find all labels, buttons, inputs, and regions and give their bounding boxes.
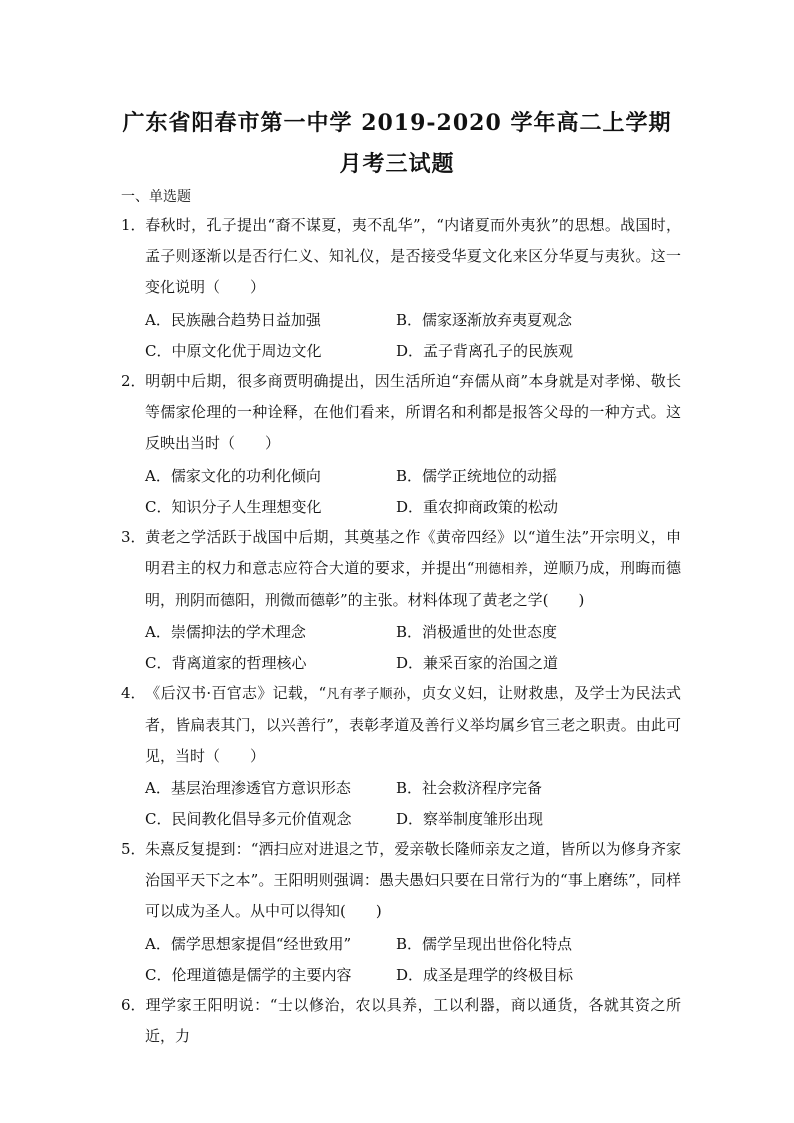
question-text: 春秋时，孔子提出“裔不谋夏，夷不乱华”，“内诸夏而外夷狄”的思想。战国时，孟子则逐渐以是否行仁义、知礼仪，是否接受华夏文化来区分华夏与夷狄。这一变化说明（ ）	[145, 216, 681, 296]
question-5-option-d: D．成圣是理学的终极目标	[396, 966, 574, 984]
question-text: 朱熹反复提到：“洒扫应对进退之节，爱亲敬长隆师亲友之道，皆所以为修身齐家治国平天下之本”。王阳明则强调：愚夫愚妇只要在日常行为的“事上磨练”，同样可以成为圣人。从中可以得知( )	[145, 840, 681, 920]
question-number: 3．	[121, 528, 146, 546]
question-4-option-b: B．社会救济程序完备	[396, 779, 543, 797]
question-2-option-b: B．儒学正统地位的动摇	[396, 467, 558, 485]
question-2-option-d: D．重农抑商政策的松动	[396, 498, 559, 516]
question-2-option-a: A．儒家文化的功利化倾向	[145, 467, 321, 485]
quoted-text: 凡有孝子顺孙	[326, 687, 407, 702]
question-3-option-d: D．兼采百家的治国之道	[396, 654, 559, 672]
question-1-option-d: D．孟子背离孔子的民族观	[396, 342, 574, 360]
question-number: 1．	[121, 216, 146, 234]
exam-title: 广东省阳春市第一中学 2019-2020 学年高二上学期	[122, 110, 672, 136]
question-text: ，贞女义妇，让财救患，及学士为民法式者，皆扁表其门，以兴善行”，表彰孝道及善行义举均属乡官三老之职责。由此可见，当时（ ）	[145, 684, 681, 765]
question-text: 《后汉书·百官志》记载，“	[145, 684, 327, 702]
question-number: 2．	[121, 372, 146, 390]
question-4-stem	[121, 678, 681, 772]
question-5-option-b: B．儒学呈现出世俗化特点	[396, 935, 573, 953]
question-3-stem	[121, 522, 681, 616]
question-number: 6．	[121, 996, 146, 1014]
question-5-option-c: C．伦理道德是儒学的主要内容	[145, 966, 352, 984]
quoted-text: 刑德相养	[474, 562, 529, 577]
question-3-option-c: C．背离道家的哲理核心	[145, 654, 307, 672]
question-2-stem	[121, 366, 681, 459]
question-3-option-b: B．消极遁世的处世态度	[396, 623, 558, 641]
question-2-option-c: C．知识分子人生理想变化	[145, 498, 322, 516]
question-1-option-b: B．儒家逐渐放弃夷夏观念	[396, 311, 573, 329]
question-1-option-a: A．民族融合趋势日益加强	[145, 311, 321, 329]
question-1-option-c: C．中原文化优于周边文化	[145, 342, 322, 360]
question-text: 明朝中后期，很多商贾明确提出，因生活所迫“弃儒从商”本身就是对孝悌、敬长等儒家伦理的一种诠释，在他们看来，所谓名和利都是报答父母的一种方式。这反映出当时（ ）	[145, 372, 681, 452]
question-3-option-a: A．崇儒抑法的学术理念	[145, 623, 306, 641]
question-number: 4．	[121, 684, 146, 702]
question-5-stem	[121, 834, 681, 927]
question-4-option-d: D．察举制度雏形出现	[396, 810, 544, 828]
question-1-stem	[121, 210, 681, 303]
question-4-option-a: A．基层治理渗透官方意识形态	[145, 779, 351, 797]
section-heading: 一、单选题	[121, 189, 191, 205]
question-6-stem	[121, 990, 681, 1052]
question-5-option-a: A．儒学思想家提倡“经世致用”	[145, 935, 352, 953]
exam-subtitle: 月考三试题	[339, 151, 455, 177]
question-text: ，逆顺乃成，刑晦而德明，刑阴而德阳，刑微而德彰”的主张。材料体现了黄老之学( )	[145, 559, 681, 609]
question-text: 理学家王阳明说：“士以修治，农以具养，工以利器，商以通货，各就其资之所近，力	[145, 996, 681, 1045]
question-number: 5．	[121, 840, 146, 858]
question-4-option-c: C．民间教化倡导多元价值观念	[145, 810, 352, 828]
question-text: 黄老之学活跃于战国中后期，其奠基之作《黄帝四经》以“道生法”开宗明义，申明君主的权力和意志应符合大道的要求，并提出“	[145, 528, 681, 577]
